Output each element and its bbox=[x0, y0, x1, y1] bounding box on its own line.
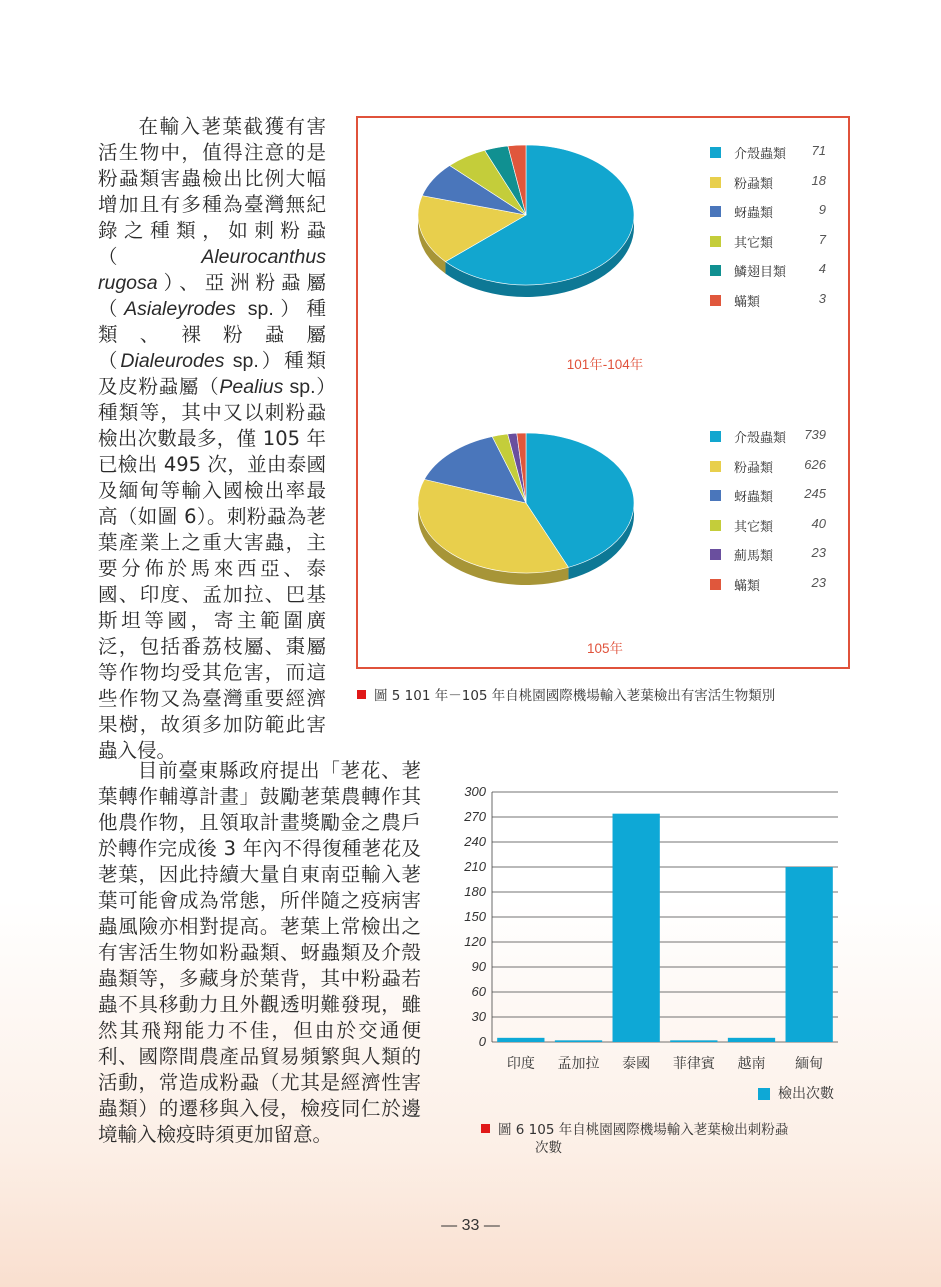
legend-value: 23 bbox=[811, 545, 826, 560]
y-tick-label: 210 bbox=[464, 859, 486, 874]
legend-swatch bbox=[710, 431, 721, 442]
pie-chart-panel bbox=[356, 116, 850, 669]
legend-value: 7 bbox=[818, 231, 826, 247]
legend-swatch bbox=[710, 265, 721, 276]
legend-label: 鱗翅目類 bbox=[734, 265, 787, 280]
legend-value: 23 bbox=[811, 574, 826, 590]
y-tick-label: 90 bbox=[471, 959, 486, 974]
legend-label: 介殼蟲類 bbox=[734, 431, 787, 446]
bar-legend-swatch bbox=[758, 1088, 770, 1100]
caption-marker-icon bbox=[481, 1124, 490, 1133]
legend-label: 介殼蟲類 bbox=[734, 147, 787, 162]
pie-2-title: 105年 bbox=[586, 641, 624, 656]
figure-5-caption: 圖 5 101 年－105 年自桃園國際機場輸入荖葉檢出有害活生物類別 bbox=[357, 684, 775, 704]
legend-swatch bbox=[710, 236, 721, 247]
legend-value: 71 bbox=[811, 143, 826, 158]
bar-緬甸 bbox=[786, 867, 833, 1042]
legend-label: 其它類 bbox=[734, 235, 774, 251]
bar-印度 bbox=[497, 1038, 544, 1042]
x-tick-label: 菲律賓 bbox=[672, 1056, 715, 1072]
y-tick-label: 270 bbox=[464, 809, 486, 824]
y-tick-label: 240 bbox=[464, 834, 486, 849]
bar-菲律賓 bbox=[670, 1040, 717, 1042]
legend-value: 626 bbox=[804, 456, 826, 472]
bar-legend-label: 檢出次數 bbox=[778, 1086, 834, 1102]
y-tick-label: 0 bbox=[478, 1034, 486, 1049]
pie-legend-2 bbox=[710, 426, 830, 603]
y-tick-label: 150 bbox=[464, 909, 486, 924]
legend-value: 3 bbox=[818, 290, 826, 306]
pie-legend-1 bbox=[710, 142, 830, 319]
legend-swatch bbox=[710, 147, 721, 158]
x-tick-label: 泰國 bbox=[622, 1056, 651, 1072]
legend-label: 薊馬類 bbox=[734, 549, 774, 564]
y-tick-label: 120 bbox=[464, 934, 486, 949]
legend-item bbox=[710, 574, 830, 604]
legend-swatch bbox=[710, 490, 721, 501]
bar-泰國 bbox=[613, 814, 660, 1042]
legend-value: 9 bbox=[818, 202, 826, 217]
article-paragraph-1: 在輸入荖葉截獲有害活生物中，值得注意的是粉蝨類害蟲檢出比例大幅增加且有多種為臺灣無紀錄之種類，如刺粉蝨（Aleurocanthus rugosa）、亞洲粉蝨屬（Asialeyrodes sp.）種類、裸粉蝨屬（Dialeurodes sp.）種類及皮粉蝨屬（Pealius sp.）種類等，其中又以刺粉蝨檢出次數最多，僅 105 年已檢出 495 次，並由泰國及緬甸等輸入國檢出率最高（如圖 6）。刺粉蝨為荖葉產業上之重大害蟲，主要分佈於馬來西亞、泰國、印度、孟加拉、巴基斯坦等國，寄主範圍廣泛，包括番荔枝屬、棗屬等作物均受其危害，而這些作物又為臺灣重要經濟果樹，故須多加防範此害蟲入侵。 bbox=[98, 115, 326, 762]
legend-swatch bbox=[710, 549, 721, 560]
legend-item bbox=[710, 172, 830, 202]
bar-chart-svg bbox=[440, 780, 860, 1110]
legend-item bbox=[710, 142, 830, 172]
page-number: ― 33 ― bbox=[441, 1217, 500, 1234]
legend-value: 4 bbox=[818, 261, 826, 276]
legend-label: 蚜蟲類 bbox=[734, 206, 774, 221]
legend-item bbox=[710, 260, 830, 290]
x-tick-label: 越南 bbox=[737, 1056, 766, 1072]
legend-label: 蟎類 bbox=[734, 294, 761, 310]
figure-6-caption: 圖 6 105 年自桃園國際機場輸入荖葉檢出刺粉蝨 次數 bbox=[481, 1121, 841, 1157]
legend-swatch bbox=[710, 206, 721, 217]
y-tick-label: 30 bbox=[471, 1009, 486, 1024]
legend-item bbox=[710, 544, 830, 574]
legend-label: 粉蝨類 bbox=[734, 460, 774, 476]
legend-swatch bbox=[710, 295, 721, 306]
legend-label: 粉蝨類 bbox=[734, 176, 774, 192]
legend-label: 蚜蟲類 bbox=[734, 490, 774, 505]
pie-1 bbox=[418, 145, 634, 297]
legend-label: 蟎類 bbox=[734, 578, 761, 594]
bar-chart bbox=[440, 780, 860, 1110]
legend-item bbox=[710, 231, 830, 261]
legend-swatch bbox=[710, 177, 721, 188]
legend-swatch bbox=[710, 579, 721, 590]
legend-item bbox=[710, 290, 830, 320]
y-tick-label: 180 bbox=[464, 884, 486, 899]
legend-item bbox=[710, 201, 830, 231]
pie-2 bbox=[418, 433, 634, 585]
legend-item bbox=[710, 515, 830, 545]
x-tick-label: 緬甸 bbox=[795, 1056, 824, 1072]
article-paragraph-2: 目前臺東縣政府提出「荖花、荖葉轉作輔導計畫」鼓勵荖葉農轉作其他農作物，且領取計畫獎勵金之農戶於轉作完成後 3 年內不得復種荖花及荖葉，因此持續大量自東南亞輸入荖葉可能會成為常態，所伴隨之疫病害蟲風險亦相對提高。荖葉上常檢出之有害活生物如粉蝨類、蚜蟲類及介殼蟲類等，多藏身於葉背，其中粉蝨若蟲不具移動力且外觀透明難發現，雖然其飛翔能力不佳，但由於交通便利、國際間農產品貿易頻繁與人類的活動，常造成粉蝨（尤其是經濟性害蟲類）的遷移與入侵，檢疫同仁於邊境輸入檢疫時須更加留意。 bbox=[98, 759, 421, 1146]
x-tick-label: 孟加拉 bbox=[557, 1056, 600, 1072]
legend-swatch bbox=[710, 461, 721, 472]
x-tick-label: 印度 bbox=[506, 1056, 535, 1072]
legend-label: 其它類 bbox=[734, 519, 774, 535]
legend-item bbox=[710, 456, 830, 486]
bar-孟加拉 bbox=[555, 1040, 602, 1042]
legend-value: 245 bbox=[804, 486, 826, 501]
y-tick-label: 60 bbox=[471, 984, 486, 999]
legend-swatch bbox=[710, 520, 721, 531]
legend-value: 739 bbox=[804, 427, 826, 442]
y-tick-label: 300 bbox=[464, 784, 486, 799]
legend-item bbox=[710, 485, 830, 515]
bar-越南 bbox=[728, 1038, 775, 1042]
legend-value: 40 bbox=[811, 515, 826, 531]
caption-marker-icon bbox=[357, 690, 366, 699]
legend-value: 18 bbox=[811, 172, 826, 188]
legend-item bbox=[710, 426, 830, 456]
pie-1-title: 101年-104年 bbox=[566, 357, 644, 372]
